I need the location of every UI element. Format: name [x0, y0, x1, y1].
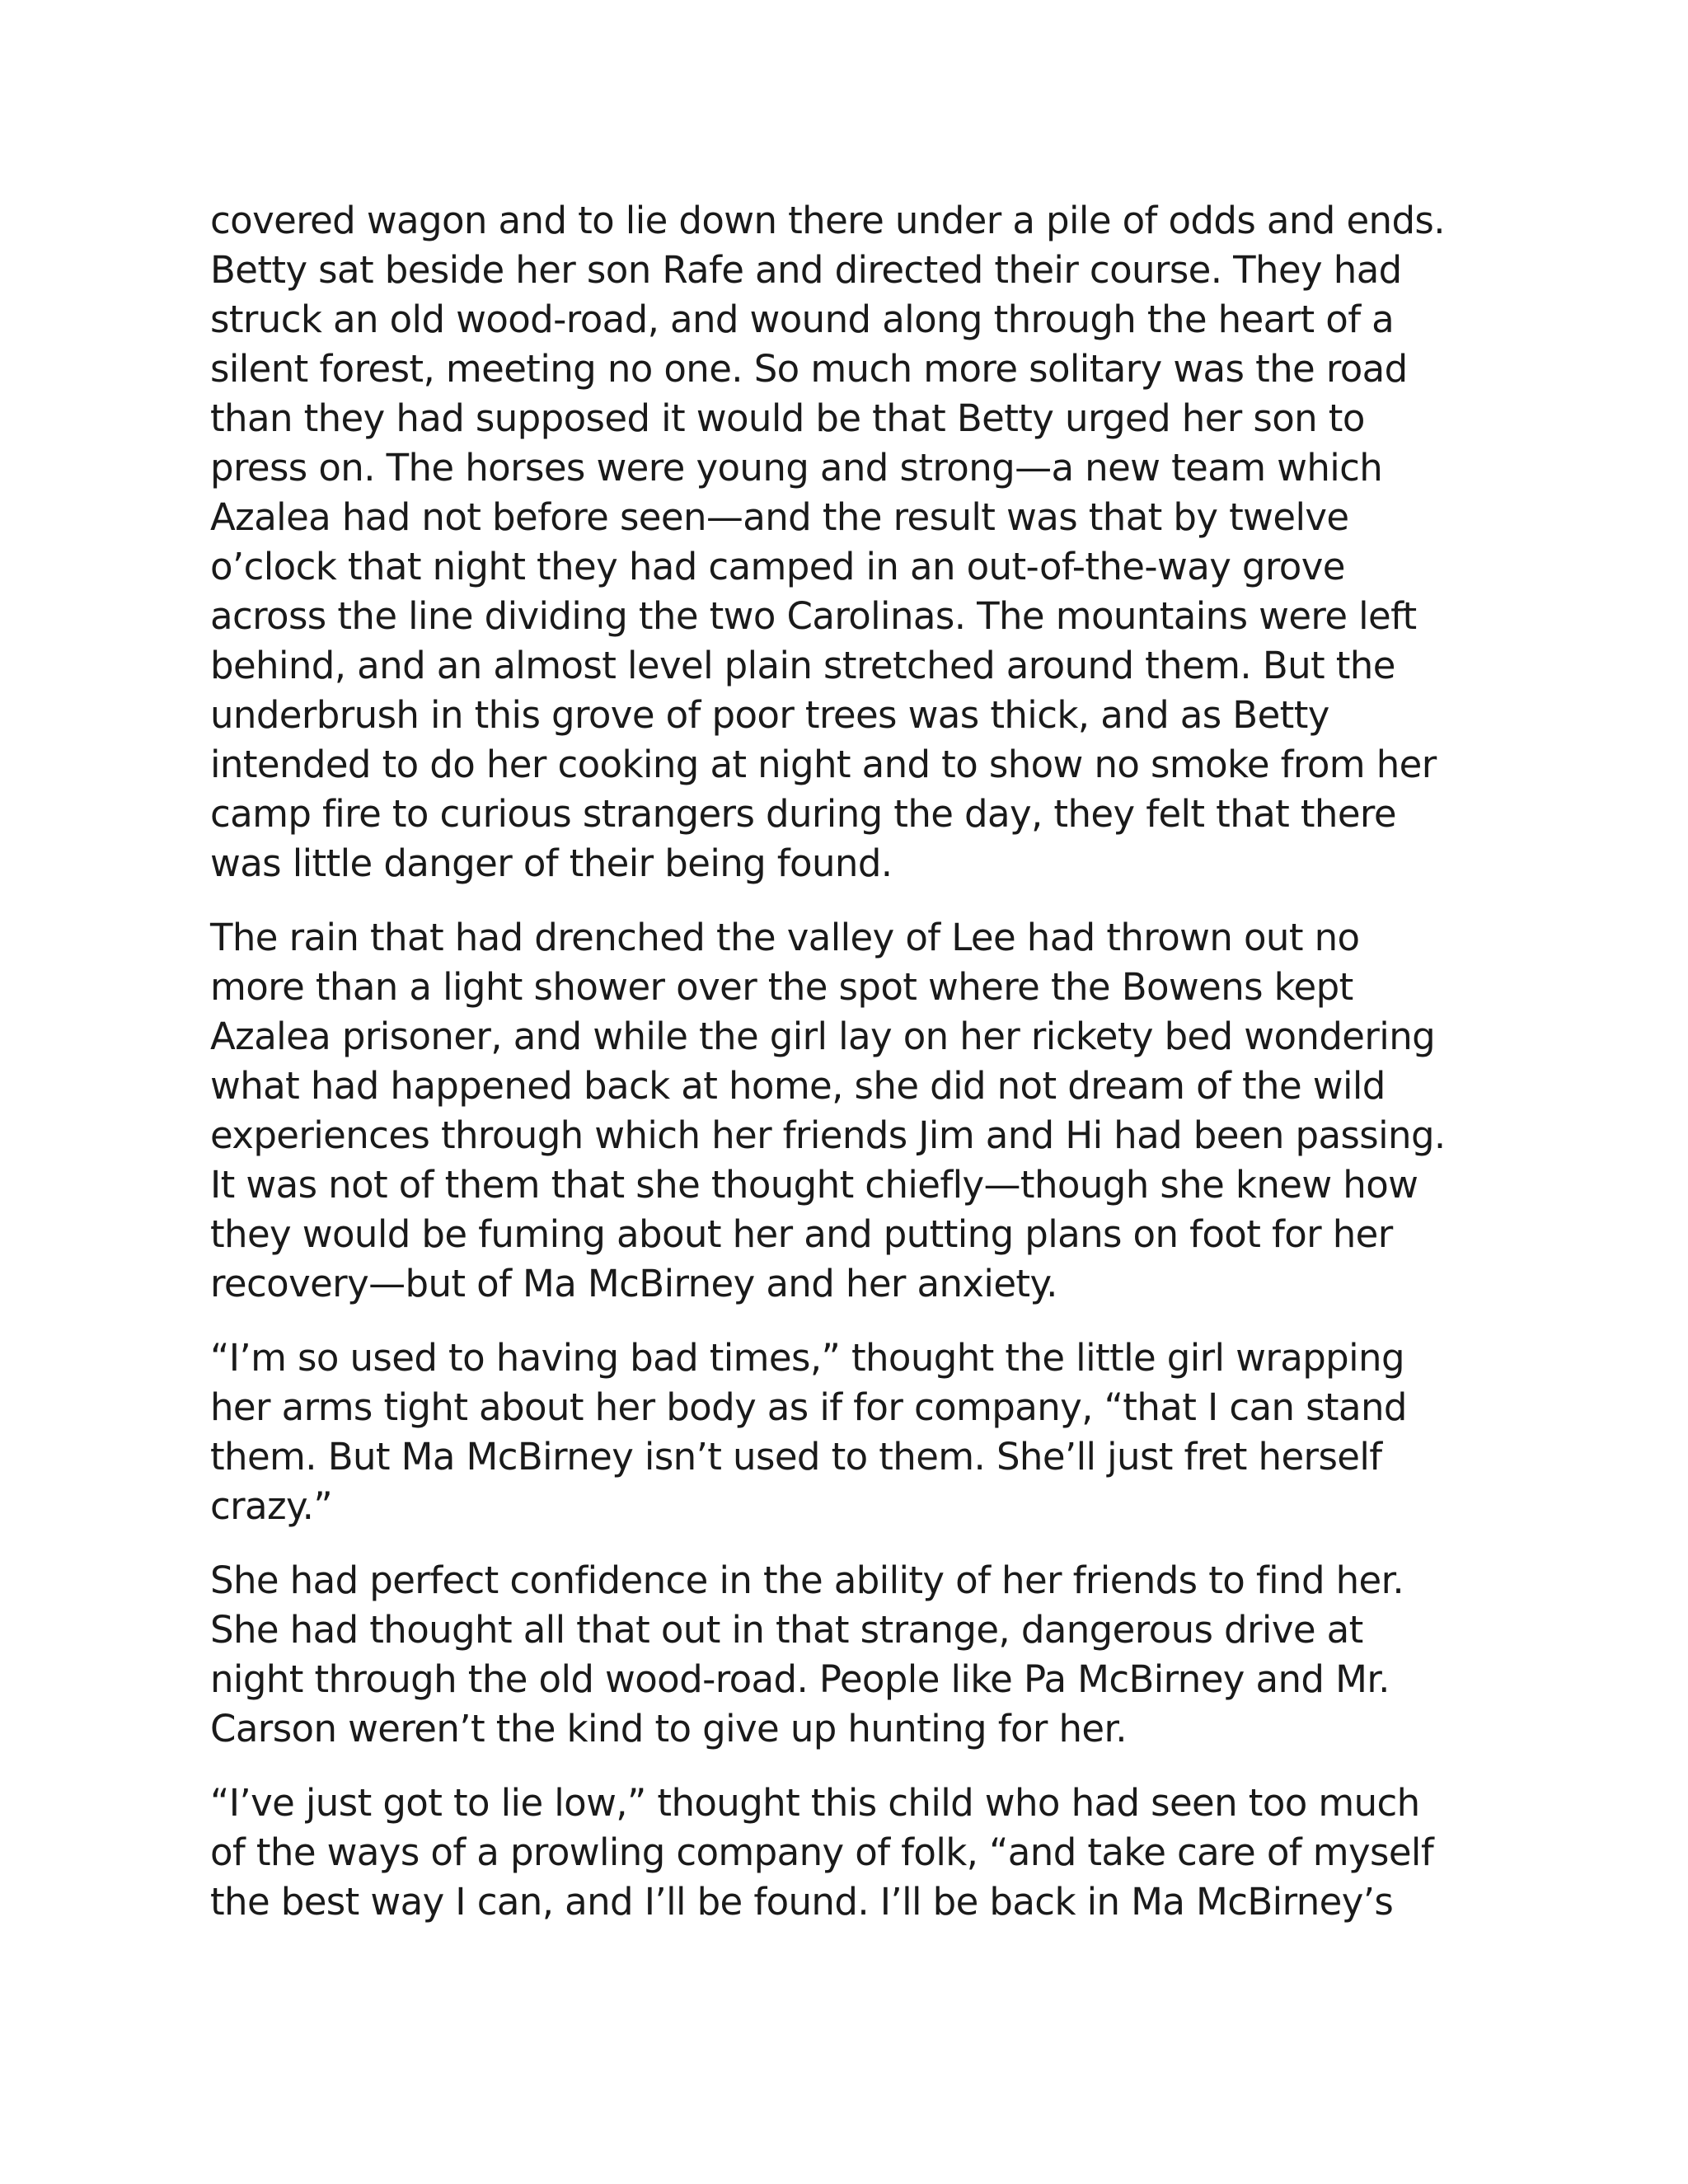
paragraph-5	[210, 1779, 1496, 1927]
text-line: “I’m so used to having bad times,” thought the little girl wrapping	[210, 1336, 1404, 1380]
text-line: Carson weren’t the kind to give up hunting for her.	[210, 1707, 1127, 1750]
body-text	[210, 196, 1496, 1952]
paragraph-4	[210, 1556, 1496, 1754]
text-line: than they had supposed it would be that Betty urged her son to	[210, 396, 1365, 440]
text-line: of the ways of a prowling company of folk, “and take care of myself	[210, 1830, 1434, 1874]
text-line: It was not of them that she thought chiefly—though she knew how	[210, 1163, 1418, 1207]
text-line: struck an old wood-road, and wound along through the heart of a	[210, 298, 1395, 341]
text-line: the best way I can, and I’ll be found. I’ll be back in Ma McBirney’s	[210, 1880, 1394, 1924]
text-line: She had perfect confidence in the ability of her friends to find her.	[210, 1558, 1404, 1602]
text-line: Azalea had not before seen—and the result was that by twelve	[210, 495, 1349, 539]
text-line: camp fire to curious strangers during the day, they felt that there	[210, 792, 1396, 836]
text-line: o’clock that night they had camped in an out-of-the-way grove	[210, 545, 1345, 588]
paragraph-3	[210, 1333, 1496, 1531]
text-line: recovery—but of Ma McBirney and her anxiety.	[210, 1262, 1057, 1305]
paragraph-2	[210, 913, 1496, 1309]
text-line: what had happened back at home, she did not dream of the wild	[210, 1064, 1386, 1108]
text-line: they would be fuming about her and putting plans on foot for her	[210, 1212, 1393, 1256]
text-line: underbrush in this grove of poor trees was thick, and as Betty	[210, 693, 1329, 737]
text-line: more than a light shower over the spot where the Bowens kept	[210, 965, 1353, 1009]
text-line: her arms tight about her body as if for company, “that I can stand	[210, 1385, 1407, 1429]
text-line: silent forest, meeting no one. So much more solitary was the road	[210, 347, 1408, 391]
text-line: night through the old wood-road. People like Pa McBirney and Mr.	[210, 1657, 1390, 1701]
text-line: Azalea prisoner, and while the girl lay on her rickety bed wondering	[210, 1015, 1436, 1058]
text-line: “I’ve just got to lie low,” thought this child who had seen too much	[210, 1781, 1420, 1825]
text-line: was little danger of their being found.	[210, 841, 893, 885]
text-line: intended to do her cooking at night and to show no smoke from her	[210, 743, 1437, 786]
paragraph-1	[210, 196, 1496, 888]
text-line: them. But Ma McBirney isn’t used to them. She’ll just fret herself	[210, 1435, 1382, 1479]
text-line: covered wagon and to lie down there under a pile of odds and ends.	[210, 199, 1445, 242]
text-line: The rain that had drenched the valley of Lee had thrown out no	[210, 916, 1360, 959]
text-line: press on. The horses were young and strong—a new team which	[210, 446, 1383, 490]
text-line: Betty sat beside her son Rafe and directed their course. They had	[210, 248, 1402, 292]
text-line: across the line dividing the two Carolinas. The mountains were left	[210, 594, 1417, 638]
text-line: crazy.”	[210, 1484, 333, 1528]
text-line: experiences through which her friends Jim and Hi had been passing.	[210, 1113, 1446, 1157]
text-line: behind, and an almost level plain stretched around them. But the	[210, 644, 1395, 687]
text-line: She had thought all that out in that strange, dangerous drive at	[210, 1608, 1363, 1652]
